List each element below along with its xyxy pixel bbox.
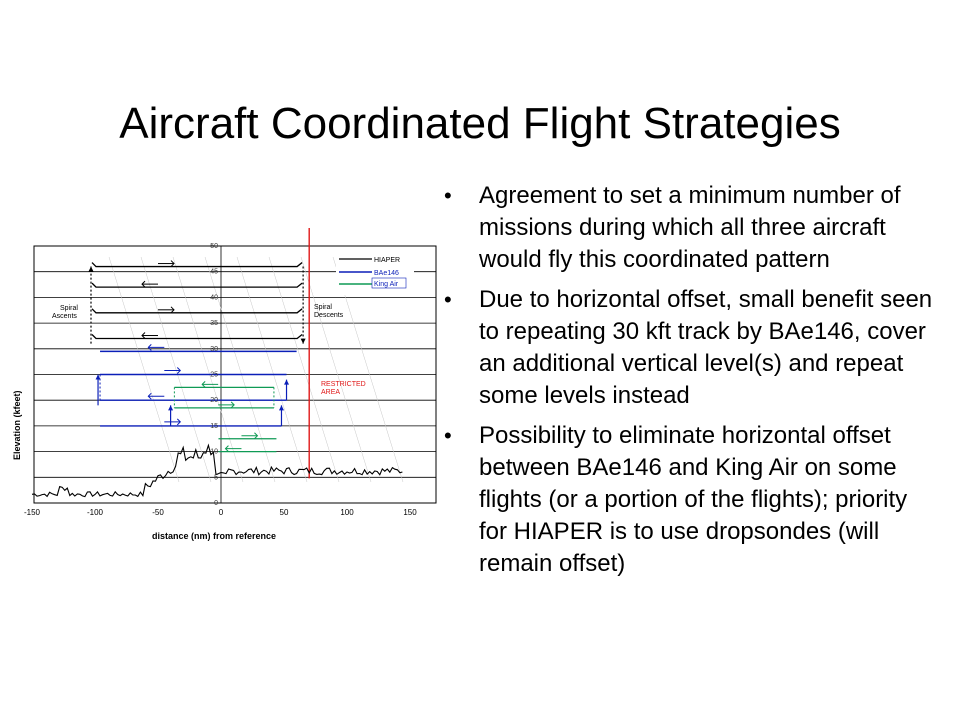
- bullet-item: [436, 284, 936, 412]
- spiral-arrowhead: [301, 339, 306, 344]
- x-tick-label: 100: [340, 508, 354, 517]
- x-tick-label: 50: [279, 508, 289, 517]
- restricted-area-label-line1: RESTRICTED: [321, 381, 366, 388]
- y-tick-label: 50: [210, 243, 218, 250]
- x-tick-label: -50: [152, 508, 164, 517]
- x-axis-label: distance (nm) from reference: [152, 531, 277, 541]
- y-tick-label: 0: [214, 500, 218, 507]
- spiral-descents-label-line1: Spiral: [314, 304, 332, 311]
- slide-title: Aircraft Coordinated Flight Strategies: [119, 99, 841, 148]
- bullet-marker: •: [444, 183, 452, 208]
- x-tick-label: -100: [86, 508, 104, 517]
- x-tick-label: 150: [403, 508, 417, 517]
- spiral-arrowhead: [89, 267, 94, 272]
- spiral-ascents-label-line1: Spiral: [60, 305, 78, 312]
- spiral-ascents-label-line2: Ascents: [52, 313, 77, 320]
- y-tick-label: 25: [210, 371, 218, 379]
- bullet-item: [436, 420, 936, 580]
- spiral-descents-label-line2: Descents: [314, 312, 344, 319]
- y-axis-label: Elevation (kfeet): [12, 390, 22, 460]
- guide-diagonal: [269, 257, 339, 482]
- spiral-arrowhead: [168, 405, 173, 410]
- y-tick-label: 35: [210, 320, 218, 328]
- bullet-list: [436, 180, 936, 588]
- y-tick-label: 5: [214, 474, 218, 482]
- x-tick-label: 0: [218, 508, 224, 517]
- y-tick-label: 45: [210, 268, 218, 276]
- y-tick-label: 10: [210, 448, 218, 456]
- legend-bae146: BAe146: [374, 270, 399, 277]
- bullet-item: [436, 180, 936, 276]
- y-tick-label: 20: [210, 397, 218, 405]
- y-tick-label: 15: [210, 422, 218, 430]
- guide-diagonal: [237, 257, 307, 482]
- bullet-marker: •: [444, 287, 452, 312]
- y-tick-label: 40: [210, 294, 218, 302]
- bullet-text: Possibility to eliminate horizontal offset between BAe146 and King Air on some flights (or a portion of the flights); priority for HIAPER is to use dropsondes (will remain offset): [479, 422, 908, 577]
- bullet-text: Due to horizontal offset, small benefit seen to repeating 30 kft track by BAe146, cover an additional vertical level(s) and repeat some levels instead: [479, 286, 933, 409]
- hiaper-track: [92, 263, 302, 267]
- legend-king-air: King Air: [374, 281, 399, 288]
- guide-diagonal: [141, 257, 211, 482]
- hiaper-track: [92, 283, 302, 287]
- bullet-text: Agreement to set a minimum number of missions during which all three aircraft would fly this coordinated pattern: [479, 182, 901, 273]
- x-tick-label: -150: [23, 508, 41, 517]
- hiaper-track: [92, 309, 302, 313]
- flight-pattern-figure: [14, 212, 436, 607]
- spiral-arrowhead: [284, 380, 289, 385]
- guide-diagonal: [109, 257, 179, 482]
- bullet-marker: •: [444, 423, 452, 448]
- flight-pattern-diagram: [14, 212, 436, 607]
- legend: [336, 250, 414, 295]
- y-tick-label: 30: [210, 345, 218, 353]
- flight-tracks: [89, 228, 310, 478]
- restricted-area-label-line2: AREA: [321, 389, 341, 396]
- legend-hiaper: HIAPER: [374, 257, 401, 264]
